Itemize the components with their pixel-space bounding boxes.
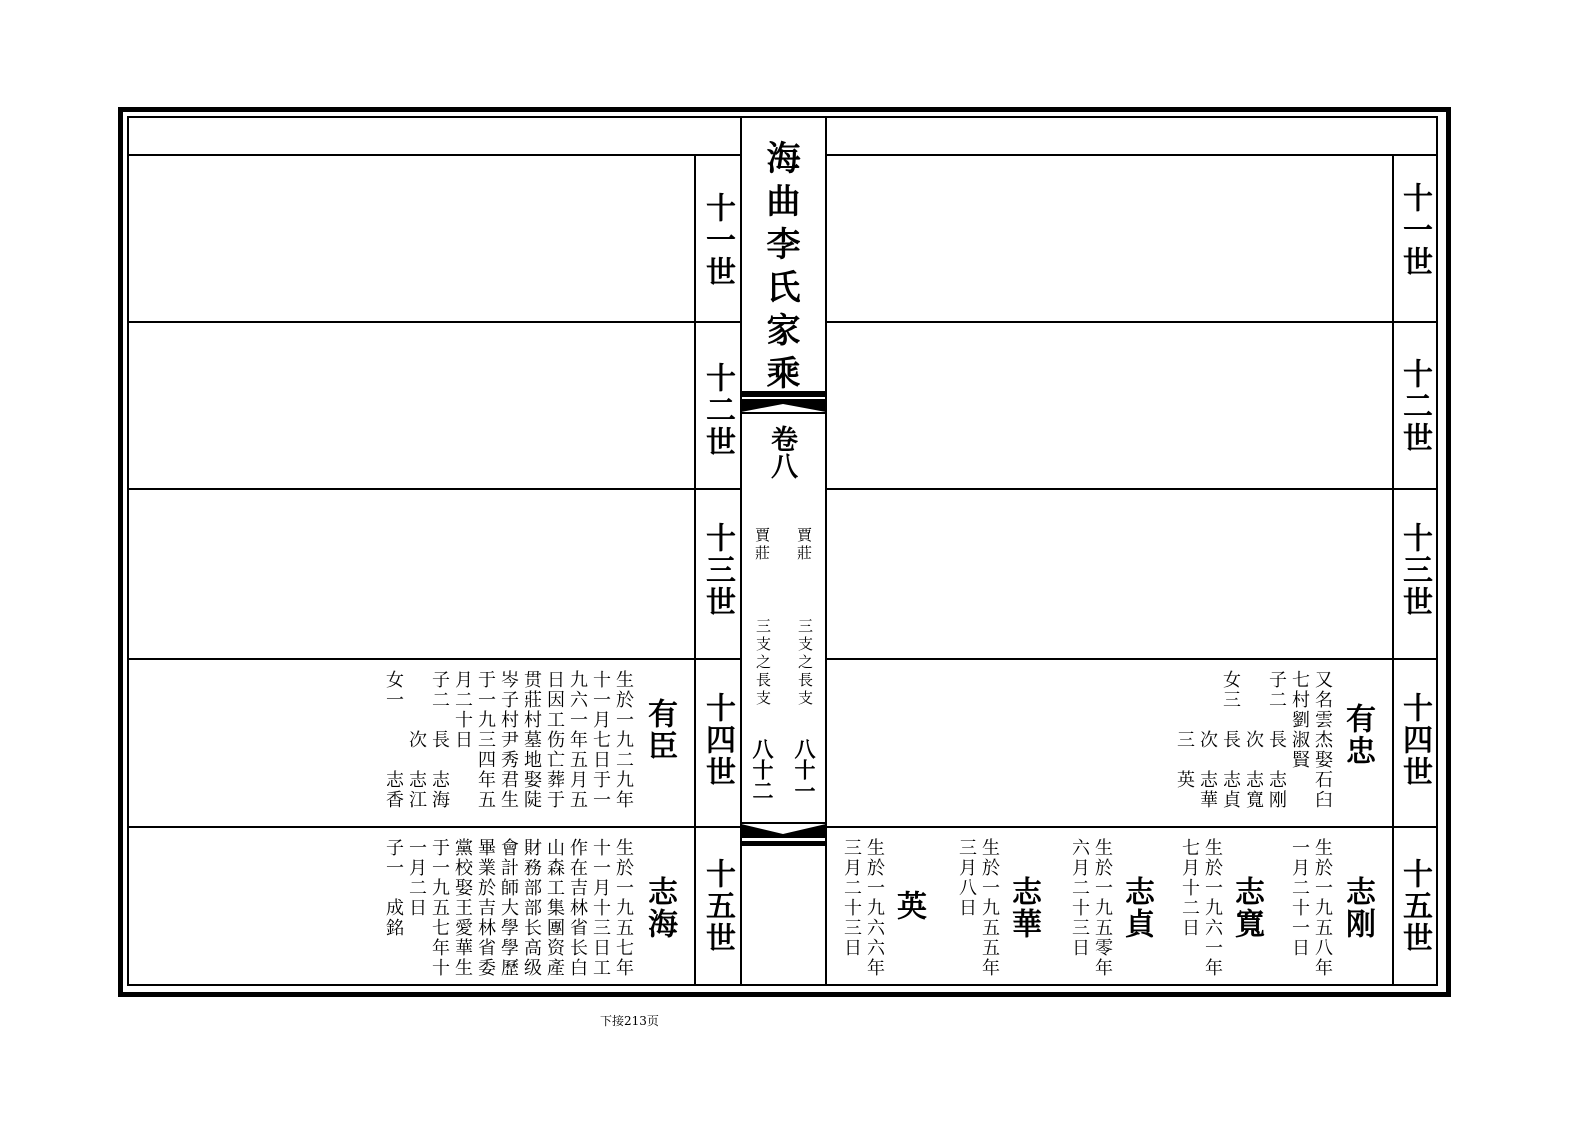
entry-column: 一月二十一日 bbox=[1289, 838, 1310, 958]
entry-column: 子一 成銘 bbox=[383, 838, 404, 938]
right-gen-column-line bbox=[1392, 154, 1394, 984]
left-gen-13: 十三世 bbox=[700, 522, 735, 618]
entry-column: 次 志江 bbox=[406, 670, 427, 810]
volume-label: 卷八 bbox=[766, 425, 797, 479]
entry-column: 會計師大學學歷 bbox=[498, 838, 519, 978]
sub-branch-right: 三支之長支 bbox=[796, 618, 814, 708]
entry-column: 七月十二日 bbox=[1179, 838, 1200, 938]
entry-column: 又名雲杰娶石臼 bbox=[1312, 670, 1333, 810]
right-gen-15: 十五世 bbox=[1397, 858, 1432, 954]
entry-column: 生於一九五八年 bbox=[1312, 838, 1333, 978]
left-gen-12: 十二世 bbox=[700, 362, 735, 458]
entry-column: 九六一年五月五 bbox=[567, 670, 588, 810]
branch-left: 賈莊 bbox=[753, 527, 771, 563]
person-name-zhigang: 志刚 bbox=[1340, 876, 1375, 940]
left-top-rule bbox=[128, 154, 741, 156]
left-gen-14: 十四世 bbox=[700, 692, 735, 788]
entry-column: 于一九五七年十 bbox=[429, 838, 450, 978]
entry-column: 三月八日 bbox=[956, 838, 977, 918]
right-gen-12: 十二世 bbox=[1397, 358, 1432, 454]
left-gen-11: 十一世 bbox=[700, 192, 735, 288]
entry-column: 生於一九五五年 bbox=[979, 838, 1000, 978]
right-gen-11: 十一世 bbox=[1397, 182, 1432, 278]
left-row-rule-2 bbox=[128, 488, 741, 490]
entry-column: 子二 長 志海 bbox=[429, 670, 450, 810]
right-gen-13: 十三世 bbox=[1397, 522, 1432, 618]
person-name-zhizhen: 志貞 bbox=[1119, 876, 1154, 940]
entry-column: 岑子村尹秀君生 bbox=[498, 670, 519, 810]
entry-column: 月二十日 bbox=[452, 670, 473, 750]
person-name-zhikuan: 志寬 bbox=[1229, 876, 1264, 940]
right-row-rule-3 bbox=[826, 658, 1438, 660]
entry-column: 次 志華 bbox=[1197, 670, 1218, 810]
right-row-rule-4 bbox=[826, 826, 1438, 828]
spine-right-line bbox=[825, 118, 827, 984]
entry-column: 生於一九六六年 bbox=[864, 838, 885, 978]
left-gen-column-line bbox=[694, 154, 696, 984]
branch-right: 賈莊 bbox=[795, 527, 813, 563]
left-row-rule-4 bbox=[128, 826, 741, 828]
entry-column: 贯莊村墓地娶陡 bbox=[521, 670, 542, 810]
entry-column: 畢業於吉林省委 bbox=[475, 838, 496, 978]
entry-column: 六月二十三日 bbox=[1069, 838, 1090, 958]
fishtail-bottom bbox=[741, 822, 826, 846]
entry-column: 三 英 bbox=[1174, 670, 1195, 790]
entry-column: 女一 志香 bbox=[383, 670, 404, 810]
right-row-rule-2 bbox=[826, 488, 1438, 490]
person-name-zhihai: 志海 bbox=[642, 876, 677, 940]
left-row-rule-3 bbox=[128, 658, 741, 660]
entry-column: 三月二十三日 bbox=[841, 838, 862, 958]
entry-column: 一月二日 bbox=[406, 838, 427, 918]
entry-column: 山森工集團资產 bbox=[544, 838, 565, 978]
entry-column: 生於一九五七年 bbox=[613, 838, 634, 978]
entry-column: 七村劉淑賢 bbox=[1289, 670, 1310, 770]
sub-branch-left: 三支之長支 bbox=[754, 618, 772, 708]
entry-column: 女三 長 志貞 bbox=[1220, 670, 1241, 810]
entry-column: 財務部部长高级 bbox=[521, 838, 542, 978]
entry-column: 次 志寬 bbox=[1243, 670, 1264, 810]
right-top-rule bbox=[826, 154, 1438, 156]
person-name-youchen: 有臣 bbox=[642, 698, 677, 762]
entry-column: 十一月七日于一 bbox=[590, 670, 611, 810]
entry-column: 十一月十三日工 bbox=[590, 838, 611, 978]
spine-left-line bbox=[740, 118, 742, 984]
right-gen-14: 十四世 bbox=[1397, 692, 1432, 788]
entry-column: 生於一九二九年 bbox=[613, 670, 634, 810]
entry-column: 作在吉林省长白 bbox=[567, 838, 588, 978]
person-name-zhihua: 志華 bbox=[1006, 876, 1041, 940]
left-row-rule-1 bbox=[128, 321, 741, 323]
page-number-right: 八十一 bbox=[792, 738, 817, 801]
entry-column: 生於一九六一年 bbox=[1202, 838, 1223, 978]
book-title: 海曲李氏家乘 bbox=[760, 140, 800, 398]
left-gen-15: 十五世 bbox=[700, 858, 735, 954]
page-number-left: 八十二 bbox=[750, 738, 775, 801]
entry-column: 生於一九五零年 bbox=[1092, 838, 1113, 978]
entry-column: 子二 長 志刚 bbox=[1266, 670, 1287, 810]
entry-column: 日因工伤亡葬于 bbox=[544, 670, 565, 810]
continue-note: 下接213页 bbox=[600, 1014, 659, 1028]
person-name-ying: 英 bbox=[891, 890, 926, 922]
entry-column: 于一九三四年五 bbox=[475, 670, 496, 810]
right-row-rule-1 bbox=[826, 321, 1438, 323]
person-name-youzhong: 有忠 bbox=[1340, 703, 1375, 767]
entry-column: 黨校娶王愛華生 bbox=[452, 838, 473, 978]
